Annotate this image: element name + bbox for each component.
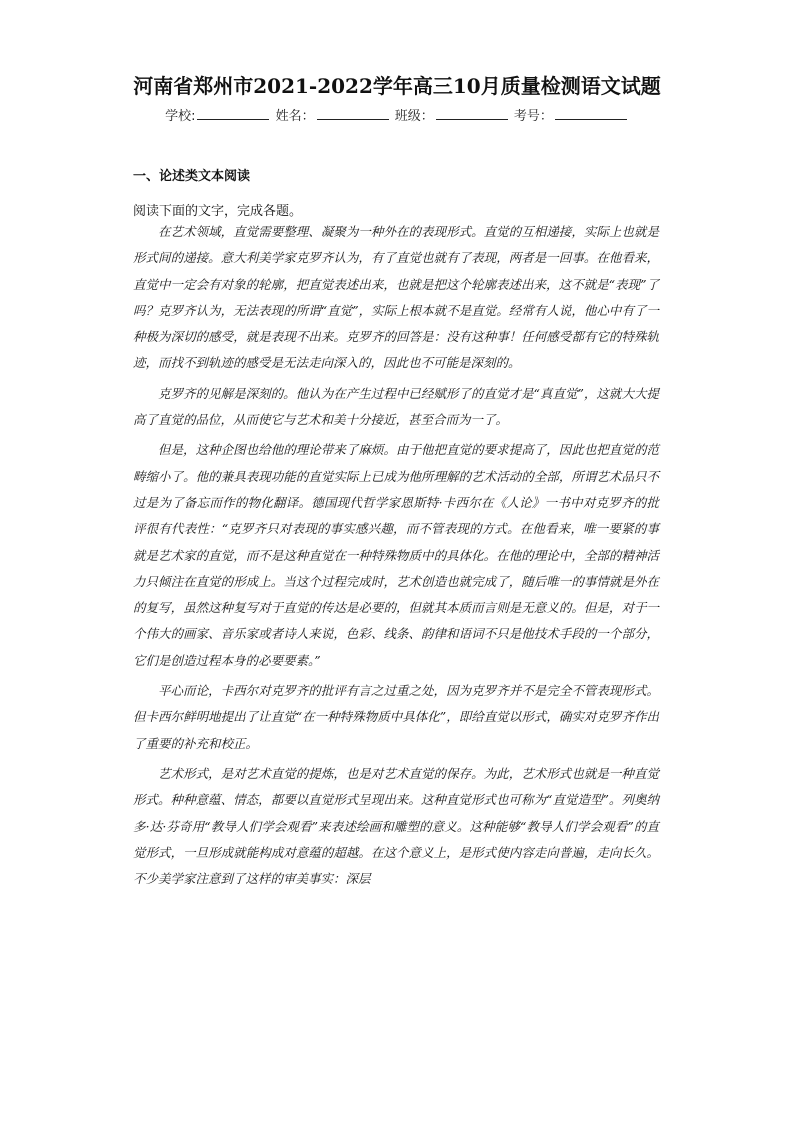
exam-number-blank: [555, 107, 627, 120]
section-instruction: 阅读下面的文字，完成各题。: [133, 204, 303, 219]
passage-paragraph: 但是，这种企图也给他的理论带来了麻烦。由于他把直觉的要求提高了，因此也把直觉的范畴缩小了。他的兼具表现功能的直觉实际上已成为他所理解的艺术活动的全部，所谓艺术品只不过是为了备忘而作的物化翻译。德国现代哲学家恩斯特·卡西尔在《人论》一书中对克罗齐的批评很有代表性：“克罗齐只对表现的事实感兴趣，而不管表现的方式。在他看来，唯一要紧的事就是艺术家的直觉，而不是这种直觉在一种特殊物质中的具体化。在他的理论中，全部的精神活力只倾注在直觉的形成上。当这个过程完成时，艺术创造也就完成了，随后唯一的事情就是外在的复写，虽然这种复写对于直觉的传达是必要的，但就其本质而言则是无意义的。但是，对于一个伟大的画家、音乐家或者诗人来说，色彩、线条、韵律和语词不只是他技术手段的一个部分，它们是创造过程本身的必要要素。”: [133, 442, 659, 668]
section-heading: 一、论述类文本阅读: [133, 169, 251, 184]
exam-title: 河南省郑州市2021-2022学年高三10月质量检测语文试题: [133, 74, 661, 98]
passage-paragraph: 克罗齐的见解是深刻的。他认为在产生过程中已经赋形了的直觉才是“真直觉”，这就大大提高了直觉的品位，从而使它与艺术和美十分接近，甚至合而为一了。: [133, 385, 659, 428]
school-label: 学校:: [165, 109, 196, 124]
passage-paragraph: 艺术形式，是对艺术直觉的提炼，也是对艺术直觉的保存。为此，艺术形式也就是一种直觉形式。种种意蕴、情态，都要以直觉形式呈现出来。这种直觉形式也可称为“直觉造型”。列奥纳多·达·芬奇用“教导人们学会观看”来表述绘画和雕塑的意义。这种能够“教导人们学会观看”的直觉形式，一旦形成就能构成对意蕴的超越。在这个意义上，是形式使内容走向普遍，走向长久。不少美学家注意到了这样的审美事实：深层: [133, 765, 659, 887]
passage-paragraph: 在艺术领域，直觉需要整理、凝聚为一种外在的表现形式。直觉的互相递接，实际上也就是形式间的递接。意大利美学家克罗齐认为，有了直觉也就有了表现，两者是一回事。在他看来，直觉中一定会有对象的轮廓，把直觉表述出来，也就是把这个轮廓表述出来，这不就是“表现”了吗？克罗齐认为，无法表现的所谓“直觉”，实际上根本就不是直觉。经常有人说，他心中有了一种极为深切的感受，就是表现不出来。克罗齐的回答是：没有这种事！任何感受都有它的特殊轨迹，而找不到轨迹的感受是无法走向深入的，因此也不可能是深刻的。: [133, 224, 659, 371]
school-blank: [197, 107, 269, 120]
name-blank: [317, 107, 389, 120]
reading-passage: [133, 219, 659, 896]
student-info-line: [0, 105, 794, 124]
class-blank: [436, 107, 508, 120]
class-label: 班级：: [394, 109, 434, 124]
passage-paragraph: 平心而论，卡西尔对克罗齐的批评有言之过重之处，因为克罗齐并不是完全不管表现形式。但卡西尔鲜明地提出了让直觉“在一种特殊物质中具体化”，即给直觉以形式，确实对克罗齐作出了重要的补充和校正。: [133, 683, 659, 751]
name-label: 姓名：: [275, 109, 315, 124]
exam-number-label: 考号：: [513, 109, 553, 124]
